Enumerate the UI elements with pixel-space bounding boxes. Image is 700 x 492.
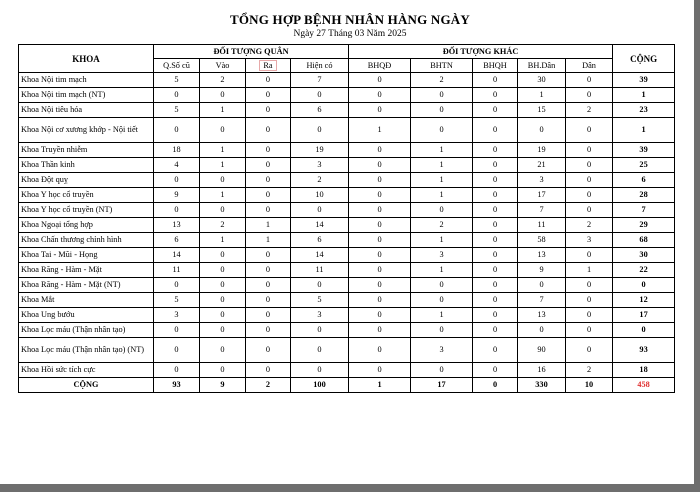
cell-dan: 1 (566, 263, 613, 278)
cell-bhqd: 0 (349, 263, 411, 278)
cell-ra: 0 (246, 248, 291, 263)
cell-bh-dan: 11 (518, 218, 566, 233)
table-row (19, 263, 675, 278)
cell-vao: 1 (200, 103, 246, 118)
row-khoa-name: Khoa Truyền nhiễm (19, 143, 154, 158)
cell-dan: 2 (566, 218, 613, 233)
cell-dan: 3 (566, 233, 613, 248)
grand-total: 458 (613, 378, 675, 393)
total-vao: 9 (200, 378, 246, 393)
cell-hien-co: 0 (291, 363, 349, 378)
cell-bhqh: 0 (473, 278, 518, 293)
total-ra: 2 (246, 378, 291, 393)
cell-cong: 28 (613, 188, 675, 203)
cell-hien-co: 14 (291, 248, 349, 263)
cell-bh-dan: 90 (518, 338, 566, 363)
cell-ra: 0 (246, 263, 291, 278)
cell-bh-dan: 3 (518, 173, 566, 188)
cell-bhqd: 0 (349, 103, 411, 118)
cell-bhqh: 0 (473, 363, 518, 378)
cell-bhtn: 1 (411, 143, 473, 158)
table-row (19, 308, 675, 323)
header-hien-co: Hiện có (291, 59, 349, 73)
header-khoa: KHOA (19, 45, 154, 73)
table-row (19, 158, 675, 173)
cell-vao: 0 (200, 308, 246, 323)
cell-vao: 1 (200, 158, 246, 173)
header-bh-dan: BH.Dân (518, 59, 566, 73)
cell-q-so-cu: 5 (154, 73, 200, 88)
cell-ra: 0 (246, 143, 291, 158)
row-khoa-name: Khoa Đột quỵ (19, 173, 154, 188)
cell-cong: 1 (613, 88, 675, 103)
cell-bhtn: 1 (411, 263, 473, 278)
page-edge-right (694, 0, 700, 492)
cell-bhtn: 0 (411, 88, 473, 103)
cell-dan: 0 (566, 338, 613, 363)
cell-bhqd: 0 (349, 323, 411, 338)
cell-vao: 2 (200, 218, 246, 233)
cell-q-so-cu: 9 (154, 188, 200, 203)
row-khoa-name: Khoa Lọc máu (Thận nhân tạo) (NT) (19, 338, 154, 363)
row-khoa-name: Khoa Mắt (19, 293, 154, 308)
cell-dan: 0 (566, 173, 613, 188)
cell-q-so-cu: 0 (154, 88, 200, 103)
total-label: CỘNG (19, 378, 154, 393)
cell-bhqd: 0 (349, 88, 411, 103)
cell-bhqh: 0 (473, 308, 518, 323)
table-row (19, 278, 675, 293)
table-row (19, 173, 675, 188)
cell-cong: 0 (613, 323, 675, 338)
cell-bh-dan: 7 (518, 293, 566, 308)
cell-vao: 0 (200, 248, 246, 263)
cell-dan: 0 (566, 188, 613, 203)
cell-dan: 2 (566, 103, 613, 118)
cell-dan: 0 (566, 203, 613, 218)
cell-bh-dan: 17 (518, 188, 566, 203)
cell-hien-co: 0 (291, 323, 349, 338)
cell-bhqh: 0 (473, 338, 518, 363)
cell-q-so-cu: 5 (154, 103, 200, 118)
header-q-so-cu: Q.Số cũ (154, 59, 200, 73)
total-bhtn: 17 (411, 378, 473, 393)
cell-bhqh: 0 (473, 218, 518, 233)
cell-dan: 2 (566, 363, 613, 378)
cell-hien-co: 0 (291, 338, 349, 363)
cell-q-so-cu: 14 (154, 248, 200, 263)
row-khoa-name: Khoa Ung bướu (19, 308, 154, 323)
cell-bhqh: 0 (473, 103, 518, 118)
cell-ra: 0 (246, 118, 291, 143)
cell-bh-dan: 9 (518, 263, 566, 278)
header-row-groups (19, 45, 675, 59)
cell-vao: 2 (200, 73, 246, 88)
cell-hien-co: 14 (291, 218, 349, 233)
cell-bhqd: 0 (349, 338, 411, 363)
cell-bhtn: 0 (411, 363, 473, 378)
cell-bhqd: 0 (349, 188, 411, 203)
total-bhqd: 1 (349, 378, 411, 393)
cell-ra: 0 (246, 188, 291, 203)
table-row (19, 323, 675, 338)
cell-bh-dan: 30 (518, 73, 566, 88)
cell-bh-dan: 0 (518, 278, 566, 293)
cell-bh-dan: 0 (518, 118, 566, 143)
cell-q-so-cu: 5 (154, 293, 200, 308)
cell-vao: 1 (200, 143, 246, 158)
table-row (19, 188, 675, 203)
cell-bh-dan: 13 (518, 308, 566, 323)
cell-cong: 18 (613, 363, 675, 378)
cell-dan: 0 (566, 143, 613, 158)
cell-cong: 0 (613, 278, 675, 293)
total-hien-co: 100 (291, 378, 349, 393)
cell-bhqd: 0 (349, 248, 411, 263)
cell-q-so-cu: 4 (154, 158, 200, 173)
cell-bhqd: 0 (349, 293, 411, 308)
header-group-khac: ĐỐI TƯỢNG KHÁC (349, 45, 613, 59)
cell-bhqh: 0 (473, 173, 518, 188)
cell-cong: 30 (613, 248, 675, 263)
cell-ra: 0 (246, 103, 291, 118)
cell-q-so-cu: 0 (154, 203, 200, 218)
row-khoa-name: Khoa Lọc máu (Thận nhân tạo) (19, 323, 154, 338)
row-khoa-name: Khoa Nội tim mạch (19, 73, 154, 88)
cell-cong: 39 (613, 143, 675, 158)
table-row (19, 233, 675, 248)
row-khoa-name: Khoa Nội tim mạch (NT) (19, 88, 154, 103)
table-row (19, 218, 675, 233)
cell-bhtn: 0 (411, 323, 473, 338)
cell-bhqd: 0 (349, 73, 411, 88)
cell-bhtn: 0 (411, 293, 473, 308)
cell-ra: 0 (246, 308, 291, 323)
cell-bh-dan: 13 (518, 248, 566, 263)
row-khoa-name: Khoa Y học cổ truyền (NT) (19, 203, 154, 218)
report-date: Ngày 27 Tháng 03 Năm 2025 (293, 29, 407, 39)
cell-hien-co: 5 (291, 293, 349, 308)
cell-bh-dan: 0 (518, 323, 566, 338)
cell-bhqh: 0 (473, 88, 518, 103)
cell-ra: 0 (246, 278, 291, 293)
cell-ra: 1 (246, 233, 291, 248)
cell-ra: 0 (246, 363, 291, 378)
cell-q-so-cu: 0 (154, 278, 200, 293)
cell-bhtn: 3 (411, 338, 473, 363)
page-edge-bottom (0, 484, 700, 492)
cell-hien-co: 0 (291, 118, 349, 143)
total-bh-dan: 330 (518, 378, 566, 393)
cell-vao: 0 (200, 323, 246, 338)
cell-bhqh: 0 (473, 248, 518, 263)
cell-bhqh: 0 (473, 293, 518, 308)
cell-bhtn: 1 (411, 173, 473, 188)
cell-dan: 0 (566, 278, 613, 293)
header-group-quan: ĐỐI TƯỢNG QUÂN (154, 45, 349, 59)
table-row (19, 88, 675, 103)
table-row (19, 203, 675, 218)
cell-cong: 7 (613, 203, 675, 218)
cell-ra: 0 (246, 323, 291, 338)
row-khoa-name: Khoa Răng - Hàm - Mặt (NT) (19, 278, 154, 293)
cell-vao: 0 (200, 278, 246, 293)
cell-bhqh: 0 (473, 143, 518, 158)
cell-vao: 0 (200, 363, 246, 378)
cell-dan: 0 (566, 248, 613, 263)
cell-bhtn: 0 (411, 103, 473, 118)
cell-vao: 0 (200, 263, 246, 278)
row-khoa-name: Khoa Ngoại tổng hợp (19, 218, 154, 233)
table-row (19, 118, 675, 143)
cell-bhqh: 0 (473, 188, 518, 203)
cell-ra: 0 (246, 338, 291, 363)
cell-q-so-cu: 13 (154, 218, 200, 233)
table-body (19, 73, 675, 378)
cell-q-so-cu: 11 (154, 263, 200, 278)
cell-hien-co: 0 (291, 203, 349, 218)
cell-bhqh: 0 (473, 118, 518, 143)
cell-dan: 0 (566, 323, 613, 338)
cell-bhtn: 1 (411, 188, 473, 203)
cell-q-so-cu: 6 (154, 233, 200, 248)
cell-vao: 1 (200, 188, 246, 203)
cell-ra: 0 (246, 158, 291, 173)
header-vao: Vào (200, 59, 246, 73)
cell-vao: 0 (200, 338, 246, 363)
cell-q-so-cu: 0 (154, 118, 200, 143)
row-khoa-name: Khoa Tai - Mũi - Họng (19, 248, 154, 263)
row-khoa-name: Khoa Thần kinh (19, 158, 154, 173)
cell-vao: 1 (200, 233, 246, 248)
cell-bh-dan: 16 (518, 363, 566, 378)
row-khoa-name: Khoa Chấn thương chỉnh hình (19, 233, 154, 248)
row-khoa-name: Khoa Nội cơ xương khớp - Nội tiết (19, 118, 154, 143)
total-q-so-cu: 93 (154, 378, 200, 393)
cell-bh-dan: 15 (518, 103, 566, 118)
cell-bh-dan: 1 (518, 88, 566, 103)
table-row (19, 103, 675, 118)
table-row (19, 293, 675, 308)
cell-bhtn: 1 (411, 233, 473, 248)
cell-q-so-cu: 18 (154, 143, 200, 158)
cell-bhtn: 2 (411, 218, 473, 233)
cell-bhqd: 0 (349, 218, 411, 233)
cell-dan: 0 (566, 118, 613, 143)
cell-dan: 0 (566, 73, 613, 88)
cell-hien-co: 3 (291, 308, 349, 323)
cell-bhqh: 0 (473, 158, 518, 173)
cell-cong: 6 (613, 173, 675, 188)
cell-ra: 1 (246, 218, 291, 233)
cell-ra: 0 (246, 73, 291, 88)
cell-hien-co: 0 (291, 278, 349, 293)
cell-cong: 93 (613, 338, 675, 363)
row-khoa-name: Khoa Y học cổ truyền (19, 188, 154, 203)
header-cong: CỘNG (613, 45, 675, 73)
cell-bhqh: 0 (473, 203, 518, 218)
cell-bhqd: 0 (349, 173, 411, 188)
header-ra (246, 59, 291, 73)
cell-vao: 0 (200, 88, 246, 103)
cell-dan: 0 (566, 88, 613, 103)
row-khoa-name: Khoa Răng - Hàm - Mặt (19, 263, 154, 278)
cell-hien-co: 6 (291, 233, 349, 248)
row-khoa-name: Khoa Nội tiêu hóa (19, 103, 154, 118)
cell-ra: 0 (246, 173, 291, 188)
cell-dan: 0 (566, 293, 613, 308)
cell-vao: 0 (200, 173, 246, 188)
cell-bhtn: 1 (411, 158, 473, 173)
cell-cong: 22 (613, 263, 675, 278)
cell-cong: 29 (613, 218, 675, 233)
cell-bhqd: 0 (349, 203, 411, 218)
cell-bh-dan: 21 (518, 158, 566, 173)
cell-cong: 23 (613, 103, 675, 118)
table-row (19, 363, 675, 378)
cell-bhqh: 0 (473, 263, 518, 278)
cell-bhtn: 0 (411, 278, 473, 293)
header-bhqh: BHQH (473, 59, 518, 73)
row-khoa-name: Khoa Hồi sức tích cực (19, 363, 154, 378)
cell-q-so-cu: 0 (154, 363, 200, 378)
header-bhqd: BHQĐ (349, 59, 411, 73)
cell-q-so-cu: 3 (154, 308, 200, 323)
cell-hien-co: 19 (291, 143, 349, 158)
cell-bhqd: 0 (349, 143, 411, 158)
header-bhtn: BHTN (411, 59, 473, 73)
cell-bhtn: 1 (411, 308, 473, 323)
cell-bh-dan: 7 (518, 203, 566, 218)
cell-bhqh: 0 (473, 233, 518, 248)
patient-summary-table (18, 44, 675, 393)
cell-dan: 0 (566, 158, 613, 173)
cell-q-so-cu: 0 (154, 323, 200, 338)
cell-bhtn: 3 (411, 248, 473, 263)
cell-bhtn: 0 (411, 203, 473, 218)
cell-bhqd: 0 (349, 158, 411, 173)
cell-hien-co: 6 (291, 103, 349, 118)
cell-cong: 25 (613, 158, 675, 173)
cell-cong: 68 (613, 233, 675, 248)
report-title: TỔNG HỢP BỆNH NHÂN HÀNG NGÀY (230, 12, 470, 27)
cell-hien-co: 7 (291, 73, 349, 88)
total-bhqh: 0 (473, 378, 518, 393)
cell-cong: 39 (613, 73, 675, 88)
cell-bhqh: 0 (473, 73, 518, 88)
cell-dan: 0 (566, 308, 613, 323)
cell-ra: 0 (246, 203, 291, 218)
total-row (19, 378, 675, 393)
cell-cong: 12 (613, 293, 675, 308)
table-row (19, 248, 675, 263)
cell-bhqd: 0 (349, 278, 411, 293)
cell-vao: 0 (200, 203, 246, 218)
table-row (19, 143, 675, 158)
cell-ra: 0 (246, 293, 291, 308)
cell-bhqd: 0 (349, 233, 411, 248)
header-ra-label: Ra (259, 60, 276, 71)
cell-vao: 0 (200, 118, 246, 143)
cell-bhqd: 1 (349, 118, 411, 143)
cell-hien-co: 10 (291, 188, 349, 203)
cell-bh-dan: 19 (518, 143, 566, 158)
cell-bhqd: 0 (349, 363, 411, 378)
cell-hien-co: 0 (291, 88, 349, 103)
total-dan: 10 (566, 378, 613, 393)
cell-bhqh: 0 (473, 323, 518, 338)
header-dan: Dân (566, 59, 613, 73)
table-row (19, 73, 675, 88)
cell-bhtn: 0 (411, 118, 473, 143)
cell-hien-co: 3 (291, 158, 349, 173)
cell-cong: 17 (613, 308, 675, 323)
cell-hien-co: 11 (291, 263, 349, 278)
cell-bhqd: 0 (349, 308, 411, 323)
cell-vao: 0 (200, 293, 246, 308)
cell-q-so-cu: 0 (154, 338, 200, 363)
cell-bhtn: 2 (411, 73, 473, 88)
cell-q-so-cu: 0 (154, 173, 200, 188)
cell-hien-co: 2 (291, 173, 349, 188)
table-row (19, 338, 675, 363)
cell-ra: 0 (246, 88, 291, 103)
cell-bh-dan: 58 (518, 233, 566, 248)
cell-cong: 1 (613, 118, 675, 143)
